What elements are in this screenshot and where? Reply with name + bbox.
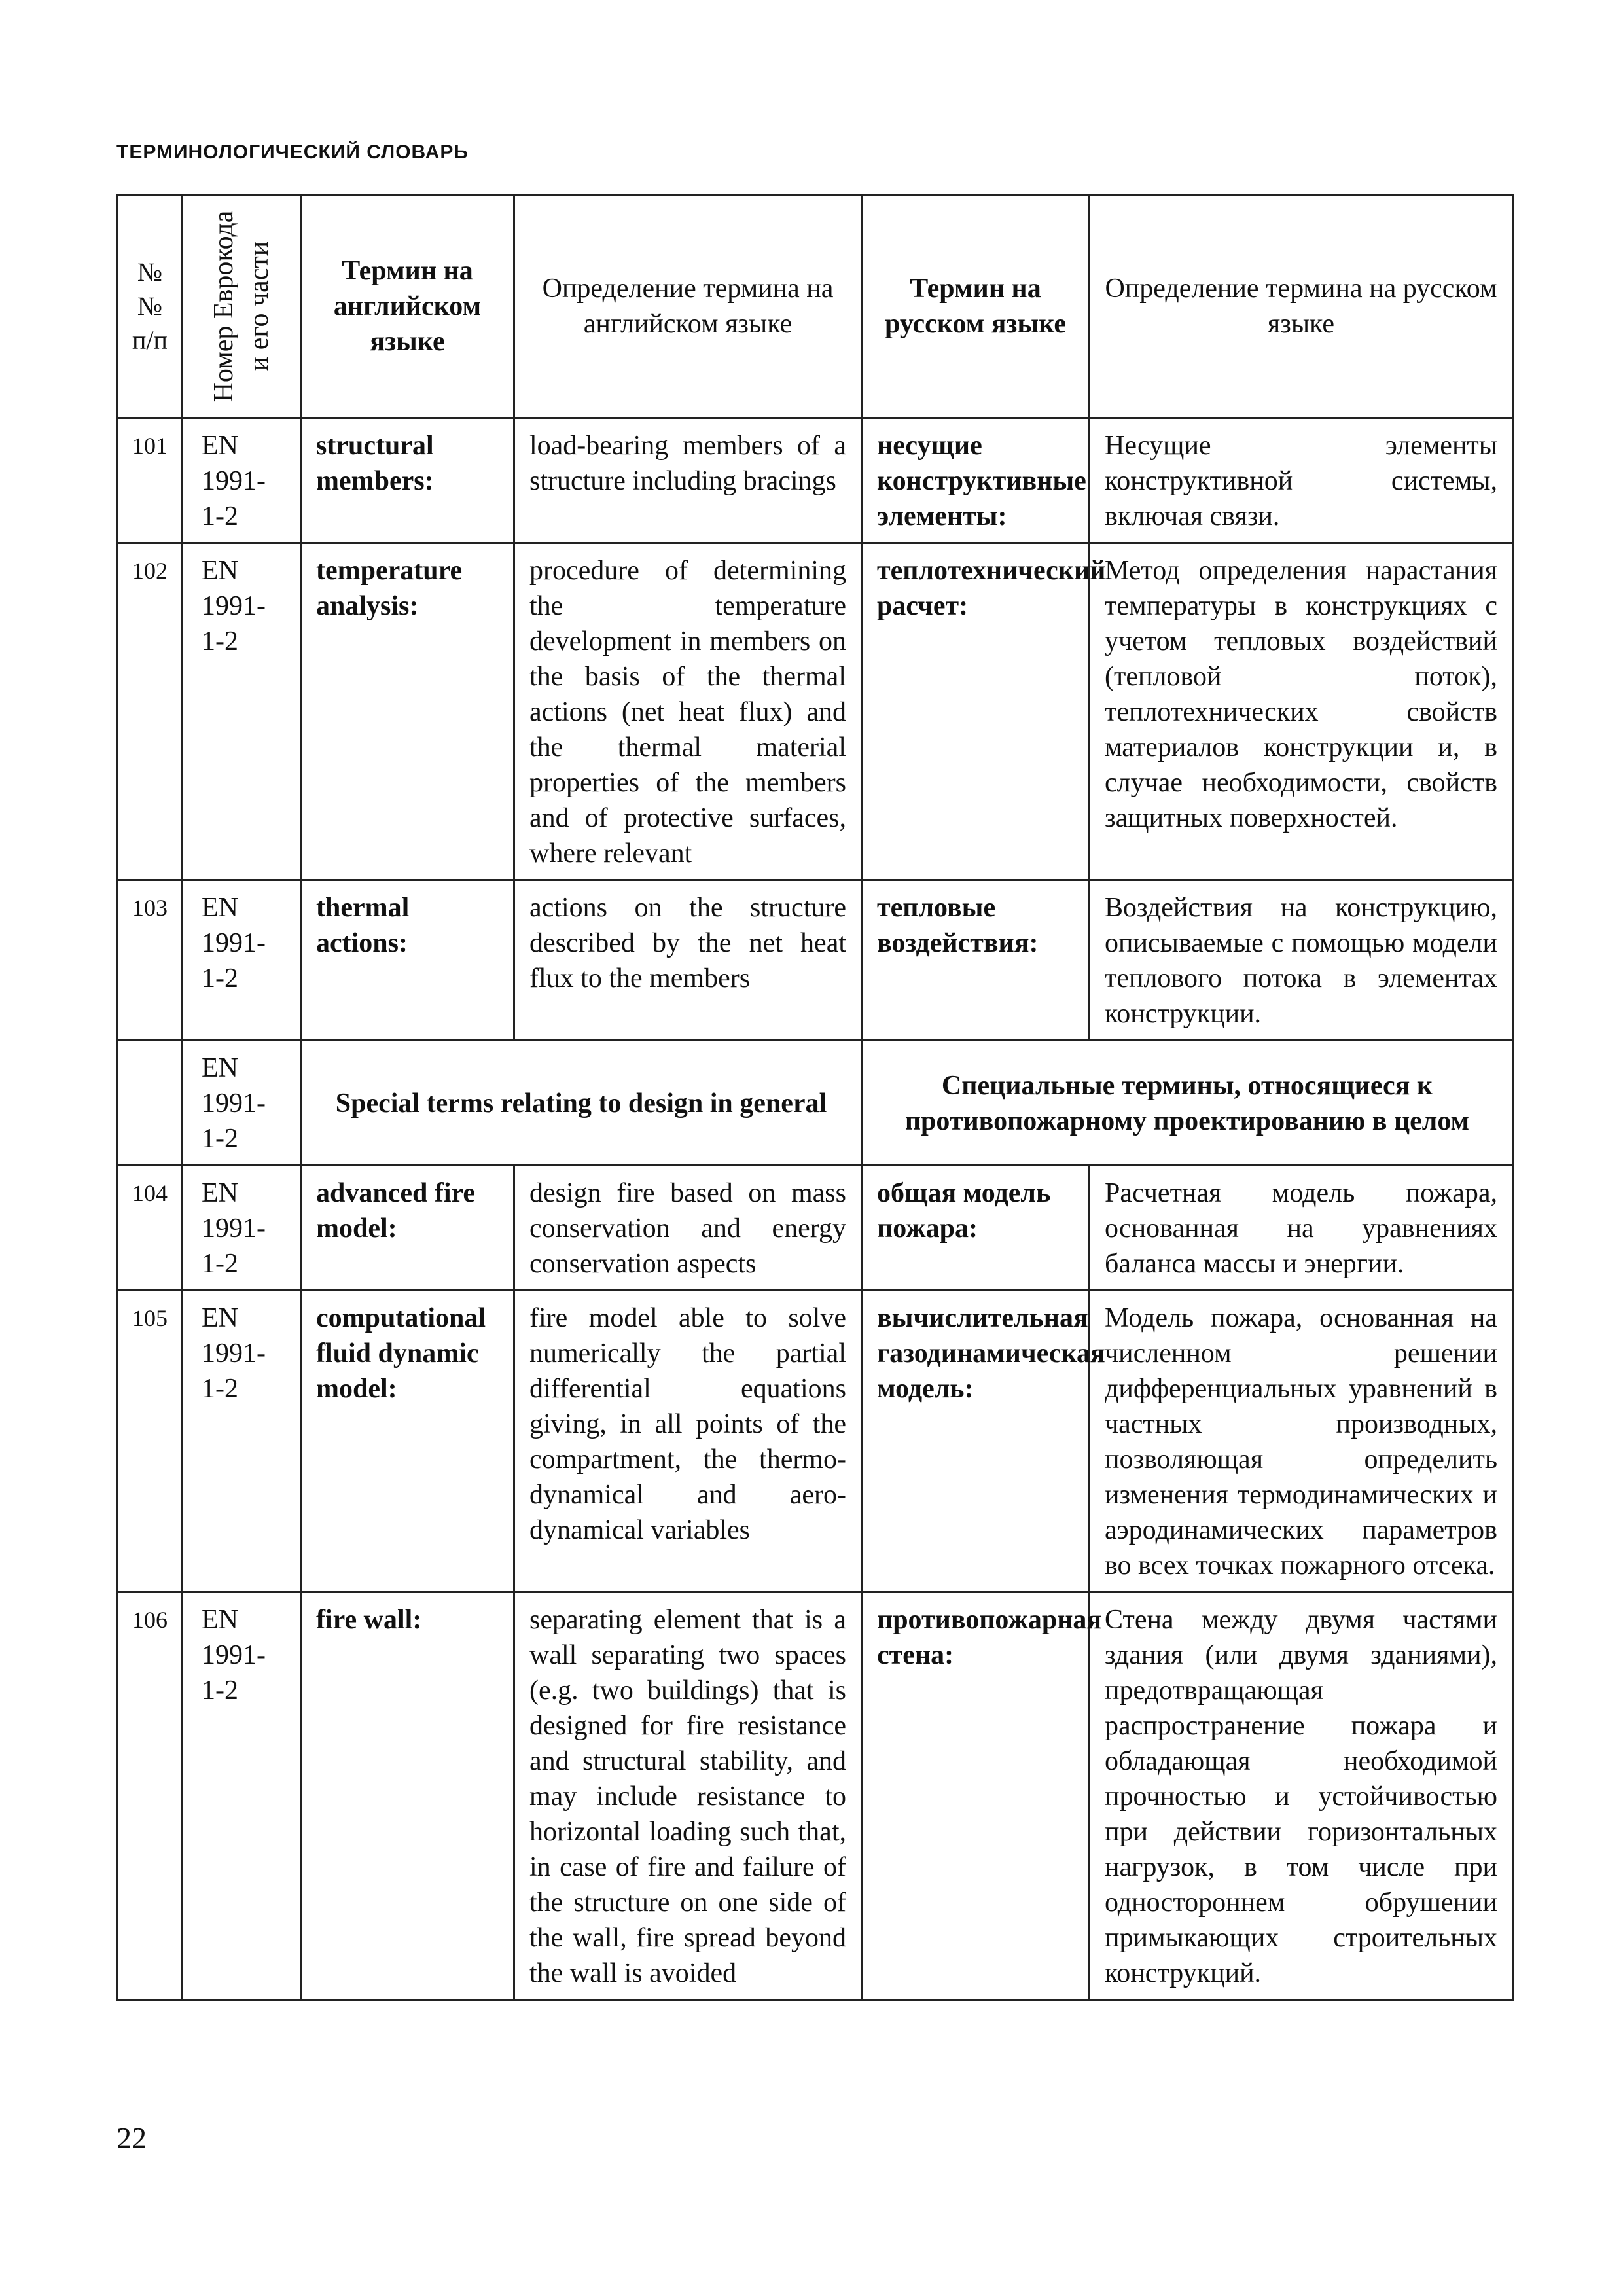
row-def-ru: Несущие элементы конструктивной системы, включая связи.: [1090, 418, 1513, 543]
row-def-en: fire model able to solve numerically the partial differential equations giving, in all points of the compartment, the thermo-dynamical and aero-dynamical variables: [514, 1291, 862, 1592]
header-def-en: Определение термина на английском языке: [514, 195, 862, 418]
header-code-label: Номер Еврокода и его части: [209, 210, 274, 403]
row-term-ru: теплотехнический расчет:: [862, 543, 1090, 880]
row-def-en: design fire based on mass conservation and energy conservation aspects: [514, 1166, 862, 1291]
row-num: 101: [118, 418, 183, 543]
row-code: EN 1991-1-2: [183, 880, 301, 1041]
row-term-en: thermal actions:: [301, 880, 514, 1041]
row-code: EN 1991-1-2: [183, 543, 301, 880]
row-term-ru: вычислительная газодинамическая модель:: [862, 1291, 1090, 1592]
page-number: 22: [116, 2121, 147, 2155]
row-def-en: actions on the structure described by the net heat flux to the members: [514, 880, 862, 1041]
header-num: №№ п/п: [118, 195, 183, 418]
row-code: EN 1991-1-2: [183, 418, 301, 543]
row-def-ru: Расчетная модель пожара, основанная на уравнениях баланса массы и энергии.: [1090, 1166, 1513, 1291]
glossary-table: [116, 194, 1514, 2001]
row-num: 102: [118, 543, 183, 880]
row-def-ru: Стена между двумя частями здания (или двумя зданиями), предотвращающая распространение пожара и обладающая необходимой прочностью и устойчивостью при действии горизонтальных нагрузок, в том числе при одностороннем обрушении примыкающих строительных конструкций.: [1090, 1592, 1513, 2000]
row-code: EN 1991-1-2: [183, 1592, 301, 2000]
row-term-ru: общая модель пожара:: [862, 1166, 1090, 1291]
row-code: EN 1991-1-2: [183, 1291, 301, 1592]
table-row: [118, 418, 1513, 543]
section-code: EN 1991-1-2: [183, 1041, 301, 1166]
row-def-ru: Воздействия на конструкцию, описываемые с помощью модели теплового потока в элементах конструкции.: [1090, 880, 1513, 1041]
header-row: [118, 195, 1513, 418]
row-def-ru: Модель пожара, основанная на численном решении дифференциальных уравнений в частных производных, позволяющая определить изменения термодинамических и аэродинамических параметров во всех точках пожарного отсека.: [1090, 1291, 1513, 1592]
section-row: [118, 1041, 1513, 1166]
row-term-en: structural members:: [301, 418, 514, 543]
row-def-en: load-bearing members of a structure including bracings: [514, 418, 862, 543]
row-num: 104: [118, 1166, 183, 1291]
section-title-en: Special terms relating to design in general: [301, 1041, 862, 1166]
row-term-en: computational fluid dynamic model:: [301, 1291, 514, 1592]
row-def-en: separating element that is a wall separating two spaces (e.g. two buildings) that is designed for fire resistance and structural stability, and may include resistance to horizontal loading such that, in case of fire and failure of the structure on one side of the wall, fire spread beyond the wall is avoided: [514, 1592, 862, 2000]
row-def-en: procedure of determining the temperature development in members on the basis of the thermal actions (net heat flux) and the thermal material properties of the members and of protective surfaces, where relevant: [514, 543, 862, 880]
row-num: 106: [118, 1592, 183, 2000]
table-row: [118, 880, 1513, 1041]
header-term-ru: Термин на русском языке: [862, 195, 1090, 418]
table-row: [118, 1166, 1513, 1291]
row-num: 103: [118, 880, 183, 1041]
row-term-en: fire wall:: [301, 1592, 514, 2000]
table-row: [118, 1291, 1513, 1592]
section-num: [118, 1041, 183, 1166]
header-term-en: Термин на английском языке: [301, 195, 514, 418]
header-code: [183, 195, 301, 418]
row-term-en: temperature analysis:: [301, 543, 514, 880]
running-head: ТЕРМИНОЛОГИЧЕСКИЙ СЛОВАРЬ: [116, 141, 469, 163]
section-title-ru: Специальные термины, относящиеся к противопожарному проектированию в целом: [862, 1041, 1513, 1166]
row-term-ru: несущие конструктивные элементы:: [862, 418, 1090, 543]
row-term-ru: противопожарная стена:: [862, 1592, 1090, 2000]
table-row: [118, 543, 1513, 880]
row-term-en: advanced fire model:: [301, 1166, 514, 1291]
header-def-ru: Определение термина на русском языке: [1090, 195, 1513, 418]
row-code: EN 1991-1-2: [183, 1166, 301, 1291]
table-row: [118, 1592, 1513, 2000]
row-def-ru: Метод определения нарастания температуры в конструкциях с учетом тепловых воздействий (тепловой поток), теплотехнических свойств материалов конструкции и, в случае необходимости, свойств защитных поверхностей.: [1090, 543, 1513, 880]
row-num: 105: [118, 1291, 183, 1592]
row-term-ru: тепловые воздействия:: [862, 880, 1090, 1041]
